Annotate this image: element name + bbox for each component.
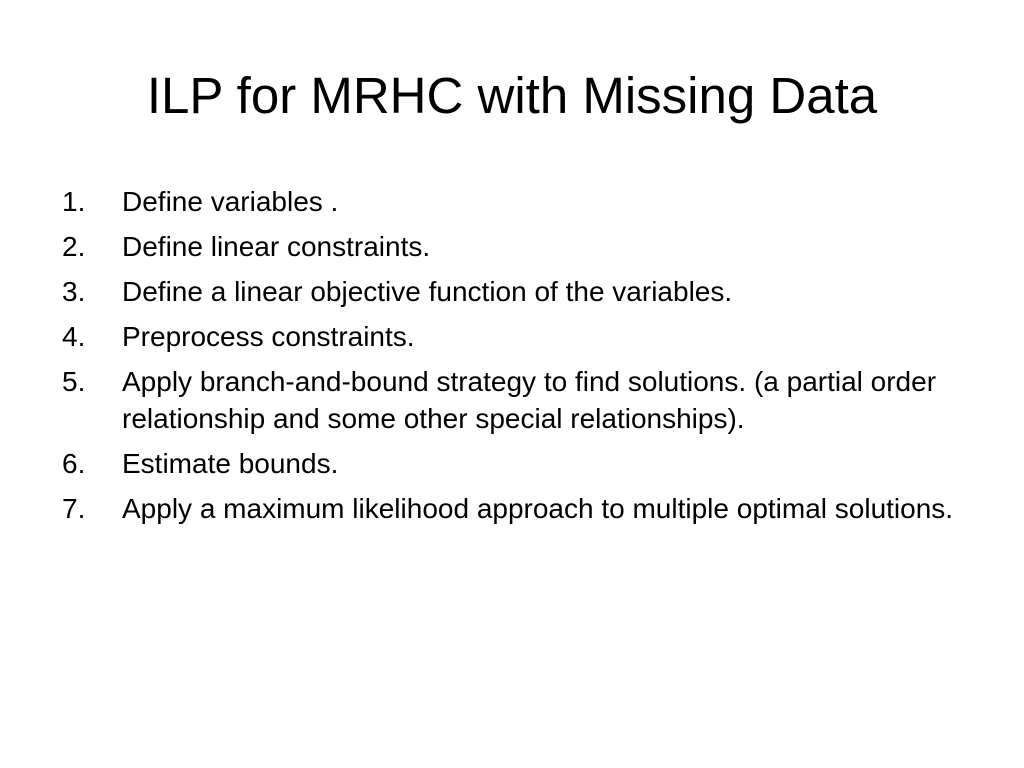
- steps-list: [62, 183, 962, 535]
- step-text: Apply branch-and-bound strategy to find solutions. (a partial order relationship and some other special relationships).: [122, 366, 937, 434]
- step-text: Define variables .: [122, 186, 339, 217]
- step-text: Define a linear objective function of the variables.: [122, 276, 733, 307]
- step-item: [62, 490, 962, 527]
- step-number: 1.: [62, 186, 86, 217]
- step-text: Estimate bounds.: [122, 448, 339, 479]
- slide-title: ILP for MRHC with Missing Data: [146, 67, 878, 124]
- step-text: Define linear constraints.: [122, 231, 431, 262]
- step-number: 2.: [62, 231, 86, 262]
- step-number: 6.: [62, 448, 86, 479]
- step-text: Apply a maximum likelihood approach to multiple optimal solutions.: [122, 493, 954, 524]
- step-number: 7.: [62, 493, 86, 524]
- step-item: [62, 273, 962, 310]
- step-item: [62, 228, 962, 265]
- step-item: [62, 183, 962, 220]
- step-item: [62, 318, 962, 355]
- step-item: [62, 445, 962, 482]
- step-text: Preprocess constraints.: [122, 321, 415, 352]
- step-number: 4.: [62, 321, 86, 352]
- step-item: [62, 363, 962, 437]
- step-number: 3.: [62, 276, 86, 307]
- step-number: 5.: [62, 366, 86, 397]
